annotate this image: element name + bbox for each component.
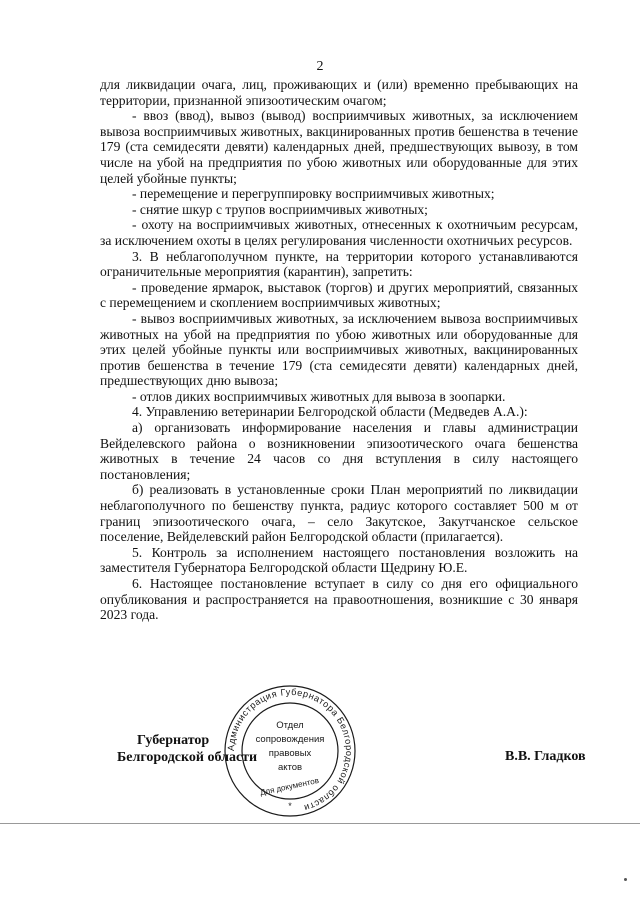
page-number: 2 (316, 59, 324, 74)
paragraph-capture-ban: - отлов диких восприимчивых животных для вывоза в зоопарки. (132, 388, 506, 404)
footer-rule (0, 823, 640, 824)
official-stamp (222, 683, 358, 819)
paragraph-continuation: для ликвидации очага, лиц, проживающих и (или) временно пребывающих на территории, признанной эпизоотическим очагом; (100, 77, 578, 108)
paragraph-item-4a: а) организовать информирование населения и главы администрации Вейделевского района о возникновении эпизоотического очага бешенства животных в течение 24 часов со дня вступления в силу настоящего постановления; (100, 420, 578, 482)
paragraph-fairs-ban: - проведение ярмарок, выставок (торгов) и других мероприятий, связанных с перемещением и скоплением восприимчивых животных; (100, 279, 578, 311)
paragraph-import-export-ban: - ввоз (ввод), вывоз (вывод) восприимчивых животных, за исключением вывоза восприимчивых животных, вакцинированных против бешенства в течение 179 (ста семидесяти девяти) календарных дней, предшествующих вывозу, в том числе на убой на предприятия по убою животных или оборудованные для этих целей убойные пункты; (100, 108, 578, 186)
signatory-title-line1: Губернатор (137, 733, 210, 748)
svg-text:актов: актов (277, 762, 303, 773)
svg-text:сопровождения: сопровождения (255, 734, 325, 745)
svg-text:*: * (288, 801, 292, 811)
svg-text:правовых: правовых (268, 748, 312, 759)
document-body (100, 77, 578, 623)
signatory-name: В.В. Гладков (505, 749, 586, 764)
signatory-title-line2: Белгородской области (117, 750, 258, 765)
paragraph-item-4b: б) реализовать в установленные сроки План мероприятий по ликвидации неблагополучного по бешенству пункта, радиус которого составляет 500 м от границ эпизоотического очага, – село Закутское, Закутчанское сельское поселение, Вейделевский район Белгородской области (прилагается). (100, 482, 578, 545)
paragraph-skinning-ban: - снятие шкур с трупов восприимчивых животных; (132, 201, 428, 217)
scan-speck (624, 878, 627, 881)
paragraph-item-4: 4. Управлению ветеринарии Белгородской области (Медведев А.А.): (132, 404, 528, 420)
paragraph-item-3: 3. В неблагополучном пункте, на территории которого устанавливаются ограничительные мероприятия (карантин), запретить: (100, 248, 578, 280)
paragraph-relocation-ban: - перемещение и перегруппировку восприимчивых животных; (132, 186, 495, 202)
paragraph-hunting-ban: - охоту на восприимчивых животных, отнесенных к охотничьим ресурсам, за исключением охоты в целях регулирования численности охотничьих ресурсов. (100, 217, 578, 248)
svg-text:Администрация Губернатора Белг: Администрация Губернатора Белгородской области (225, 686, 355, 814)
paragraph-export-ban: - вывоз восприимчивых животных, за исключением вывоза восприимчивых животных на убой на предприятия по убою животных или оборудованные для этих целей убойные пункты или восприимчивых животных, вакцинированных против бешенства в течение 179 (ста семидесяти девяти) календарных дней, предшествующих дню вывоза; (100, 310, 578, 389)
paragraph-item-6: 6. Настоящее постановление вступает в силу со дня его официального опубликования и распространяется на правоотношения, возникшие с 30 января 2023 года. (100, 576, 578, 623)
svg-text:Для документов: Для документов (259, 775, 320, 798)
svg-text:Отдел: Отдел (276, 720, 304, 731)
paragraph-item-5: 5. Контроль за исполнением настоящего постановления возложить на заместителя Губернатора Белгородской области Щедрину Ю.Е. (100, 544, 578, 576)
